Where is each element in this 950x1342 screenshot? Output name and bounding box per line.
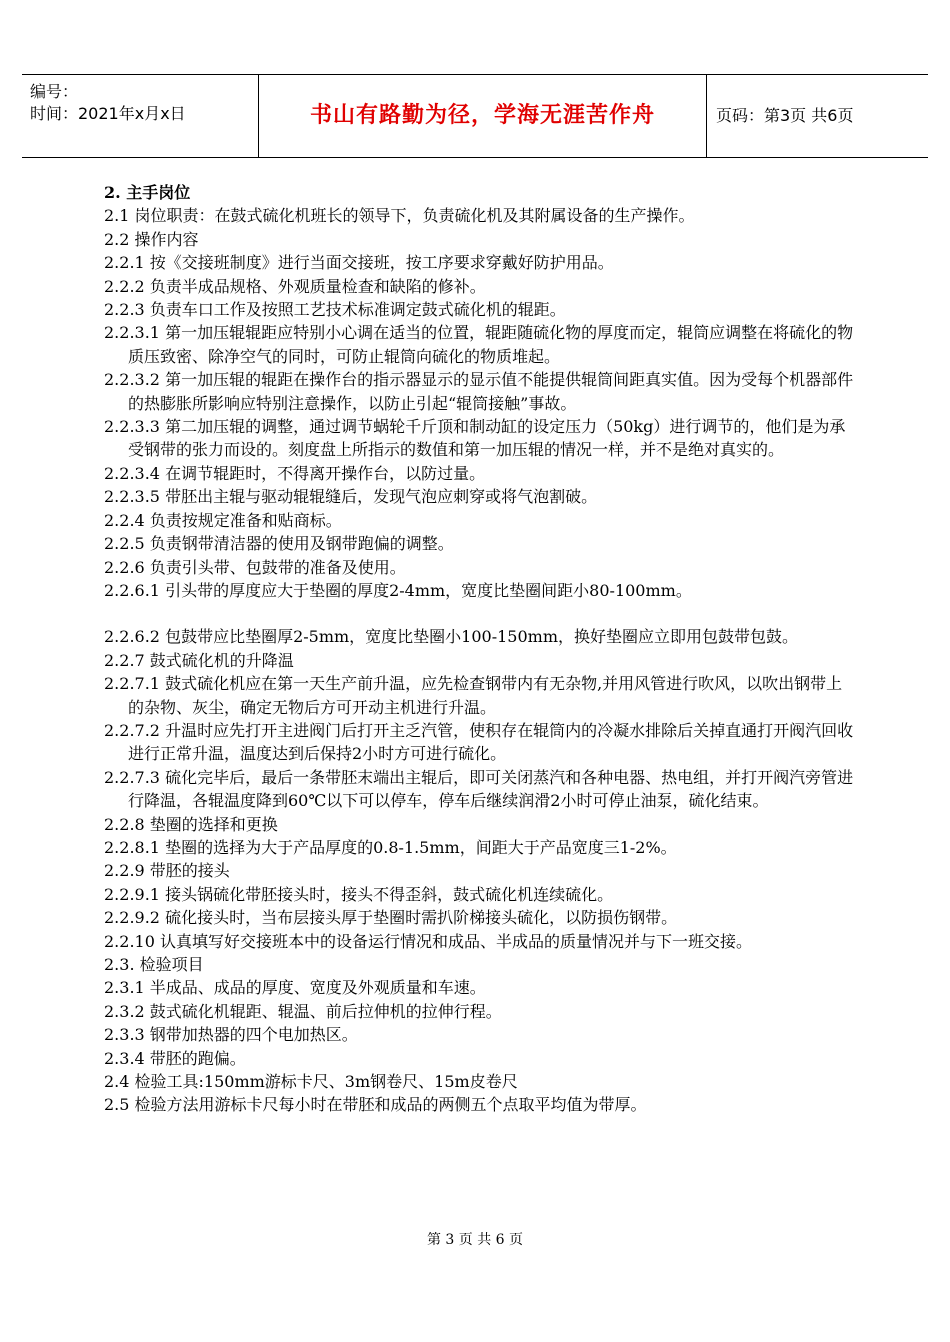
header-left-cell xyxy=(22,75,259,157)
paragraph: 2.3.1 半成品、成品的厚度、宽度及外观质量和车速。 xyxy=(104,978,486,998)
paragraph: 2.3.3 钢带加热器的四个电加热区。 xyxy=(104,1025,358,1045)
paragraph: 2.1 岗位职责：在鼓式硫化机班长的领导下，负责硫化机及其附属设备的生产操作。 xyxy=(104,206,695,226)
paragraph: 2.5 检验方法用游标卡尺每小时在带胚和成品的两侧五个点取平均值为带厚。 xyxy=(104,1095,647,1115)
document-body xyxy=(104,181,854,1117)
paragraph: 2.2.6.2 包鼓带应比垫圈厚2-5mm，宽度比垫圈小100-150mm，换好垫圈应立即用包鼓带包鼓。 xyxy=(104,627,799,647)
paragraph: 2.2 操作内容 xyxy=(104,229,199,249)
paragraph: 2.2.1 按《交接班制度》进行当面交接班，按工序要求穿戴好防护用品。 xyxy=(104,253,614,273)
paragraph: 2.2.9 带胚的接头 xyxy=(104,861,230,881)
document-header xyxy=(22,74,928,158)
paragraph: 2.2.7 鼓式硫化机的升降温 xyxy=(104,650,294,670)
paragraph: 2.4 检验工具:150mm游标卡尺、3m钢卷尺、15m皮卷尺 xyxy=(104,1072,518,1092)
blank-line xyxy=(104,602,854,625)
paragraph: 2.2.3.1 第一加压辊辊距应特别小心调在适当的位置，辊距随硫化物的厚度而定，辊筒应调整在将硫化的物质压致密、除净空气的同时，可防止辊筒向硫化的物质堆起。 xyxy=(104,323,854,366)
paragraph: 2.2.3.2 第一加压辊的辊距在操作台的指示器显示的显示值不能提供辊筒间距真实值。因为受每个机器部件的热膨胀所影响应特别注意操作，以防止引起“辊筒接触”事故。 xyxy=(104,370,854,413)
paragraph: 2.2.3 负责车口工作及按照工艺技术标准调定鼓式硫化机的辊距。 xyxy=(104,300,566,320)
paragraph: 2.2.6.1 引头带的厚度应大于垫圈的厚度2-4mm，宽度比垫圈间距小80-100mm。 xyxy=(104,580,692,600)
paragraph: 2.2.9.2 硫化接头时，当布层接头厚于垫圈时需扒阶梯接头硫化，以防损伤钢带。 xyxy=(104,908,678,928)
paragraph: 2.2.5 负责钢带清洁器的使用及钢带跑偏的调整。 xyxy=(104,534,454,554)
paragraph: 2.2.9.1 接头锅硫化带胚接头时，接头不得歪斜，鼓式硫化机连续硫化。 xyxy=(104,884,614,904)
paragraph: 2.2.3.5 带胚出主辊与驱动辊辊缝后，发现气泡应刺穿或将气泡割破。 xyxy=(104,487,598,507)
section-heading: 2. 主手岗位 xyxy=(104,183,191,202)
document-time-label: 时间：2021年x月x日 xyxy=(30,104,186,123)
paragraph: 2.2.7.2 升温时应先打开主进阀门后打开主乏汽管，使积存在辊筒内的冷凝水排除后关掉直通打开阀汽回收进行正常升温，温度达到后保持2小时方可进行硫化。 xyxy=(104,720,854,764)
paragraph: 2.2.6 负责引头带、包鼓带的准备及使用。 xyxy=(104,557,406,577)
paragraph: 2.2.3.4 在调节辊距时，不得离开操作台，以防过量。 xyxy=(104,463,486,483)
paragraph: 2.2.7.1 鼓式硫化机应在第一天生产前升温，应先检查钢带内有无杂物,并用风管进行吹风，以吹出钢带上的杂物、灰尘，确定无物后方可开动主机进行升温。 xyxy=(104,674,843,717)
paragraph: 2.2.7.3 硫化完毕后，最后一条带胚末端出主辊后，即可关闭蒸汽和各种电器、热电组，并打开阀汽旁管进行降温，各辊温度降到60℃以下可以停车，停车后继续润滑2小时可停止油泵，硫化结束。 xyxy=(104,767,854,811)
paragraph: 2.2.2 负责半成品规格、外观质量检查和缺陷的修补。 xyxy=(104,276,486,296)
paragraph: 2.3. 检验项目 xyxy=(104,955,204,974)
paragraph: 2.2.10 认真填写好交接班本中的设备运行情况和成品、半成品的质量情况并与下一班交接。 xyxy=(104,931,752,951)
paragraph: 2.3.2 鼓式硫化机辊距、辊温、前后拉伸机的拉伸行程。 xyxy=(104,1001,502,1021)
header-page-label: 页码：第3页 共6页 xyxy=(716,106,854,125)
paragraph: 2.3.4 带胚的跑偏。 xyxy=(104,1048,246,1068)
paragraph: 2.2.8.1 垫圈的选择为大于产品厚度的0.8-1.5mm，间距大于产品宽度三1-2%。 xyxy=(104,837,677,857)
paragraph: 2.2.8 垫圈的选择和更换 xyxy=(104,814,278,834)
paragraph: 2.2.4 负责按规定准备和贴商标。 xyxy=(104,510,342,530)
header-motto: 书山有路勤为径，学海无涯苦作舟 xyxy=(259,75,707,157)
document-number-label: 编号： xyxy=(30,82,79,101)
paragraph: 2.2.3.3 第二加压辊的调整，通过调节蜗轮千斤顶和制动缸的设定压力（50kg）进行调节的，他们是为承受钢带的张力而设的。刻度盘上所指示的数值和第一加压辊的情况一样，并不是绝对真实的。 xyxy=(104,417,846,460)
page-footer: 第 3 页 共 6 页 xyxy=(426,1232,524,1248)
